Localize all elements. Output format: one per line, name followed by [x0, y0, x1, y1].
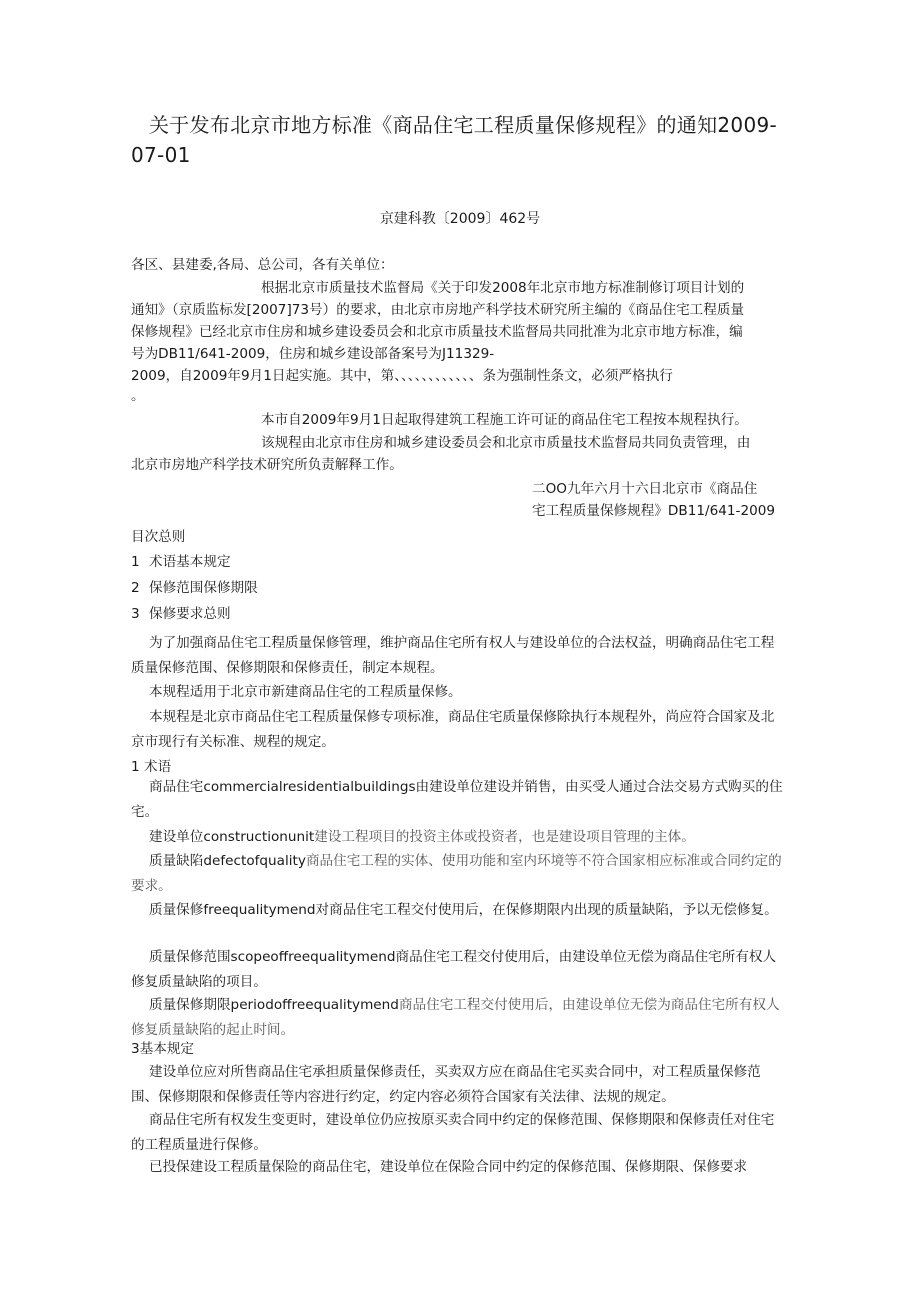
- section-heading: 3基本规定: [131, 1041, 195, 1057]
- term-text: 对商品住宅工程交付使用后，在保修期限内出现的质量缺陷，予以无偿修复。: [315, 902, 778, 918]
- term-definition: [131, 898, 786, 923]
- term-definition: [131, 775, 786, 824]
- term-text: 由建设单位建设并销售，由买受人通过合法交易方式购买的住宅。: [131, 779, 783, 820]
- toc-item-number: 3: [131, 606, 140, 622]
- term-name: 商品住宅commercialresidentialbuildings: [149, 779, 416, 795]
- general-paragraph: 本规程是北京市商品住宅工程质量保修专项标准，商品住宅质量保修除执行本规程外，尚应符合国家及北京市现行有关标准、规程的规定。: [131, 709, 775, 750]
- toc-item: [131, 603, 231, 625]
- term-name: 建设单位constructionunit: [149, 829, 315, 845]
- signature-line: 二OO九年六月十六日北京市《商品住: [532, 481, 758, 497]
- toc-item-number: 1: [131, 554, 140, 570]
- body-line: 保修规程》已经北京市住房和城乡建设委员会和北京市质量技术监督局共同批准为北京市地方标准，编: [131, 324, 743, 340]
- rule-paragraph: 商品住宅所有权发生变更时，建设单位仍应按原买卖合同中约定的保修范围、保修期限和保修责任对住宅的工程质量进行保修。: [131, 1112, 775, 1153]
- paragraph-management-cont: 北京市房地产科学技术研究所负责解释工作。: [131, 457, 403, 473]
- term-name: 质量保修期限periodoffreequalitymend: [149, 997, 399, 1013]
- toc-item-label: 术语基本规定: [149, 554, 231, 570]
- term-name: 质量保修范围scopeoffreequalitymend: [149, 949, 396, 965]
- toc-item: [131, 577, 258, 599]
- term-definition: [131, 849, 786, 898]
- toc-item-number: 2: [131, 580, 140, 596]
- body-line: 。: [131, 388, 145, 404]
- signature-line: 宅工程质量保修规程》DB11/641-2009: [532, 503, 776, 519]
- page-title: 关于发布北京市地方标准《商品住宅工程质量保修规程》的通知2009-07-01: [131, 113, 778, 167]
- toc-heading: 目次总则: [131, 529, 186, 545]
- paragraph-management: 该规程由北京市住房和城乡建设委员会和北京市质量技术监督局共同负责管理，由: [261, 435, 751, 451]
- term-text: 建设工程项目的投资主体或投资者，也是建设项目管理的主体。: [314, 829, 695, 845]
- body-line: 2009，自2009年9月1日起实施。其中，第、、、、、、、、、、、、条为强制性条文，必须严格执行: [131, 368, 673, 384]
- general-paragraph: 本规程适用于北京市新建商品住宅的工程质量保修。: [149, 684, 462, 700]
- term-definition: [131, 993, 786, 1042]
- toc-item-label: 保修范围保修期限: [149, 580, 258, 596]
- rule-paragraph: 已投保建设工程质量保险的商品住宅，建设单位在保险合同中约定的保修范围、保修期限、保修要求: [149, 1159, 748, 1175]
- term-text: 商品住宅工程交付使用后，由建设单位无偿为商品住宅所有权人修复质量缺陷的起止时间。: [131, 997, 780, 1038]
- term-text: 商品住宅工程交付使用后，由建设单位无偿为商品住宅所有权人修复质量缺陷的项目。: [131, 949, 777, 990]
- term-definition: [131, 825, 786, 850]
- term-definition: [131, 945, 786, 994]
- term-name: 质量缺陷defectofquality: [149, 853, 306, 869]
- document-number: 京建科教〔2009〕462号: [379, 211, 541, 227]
- rule-paragraph: 建设单位应对所售商品住宅承担质量保修责任，买卖双方应在商品住宅买卖合同中，对工程质量保修范围、保修期限和保修责任等内容进行约定，约定内容必须符合国家有关法律、法规的规定。: [131, 1064, 761, 1105]
- body-line: 通知》（京质监标发[2007]73号）的要求，由北京市房地产科学技术研究所主编的《商品住宅工程质量: [131, 302, 745, 318]
- toc-item-label: 保修要求总则: [149, 606, 231, 622]
- term-name: 质量保修freequalitymend: [149, 902, 316, 918]
- section-heading: 1 术语: [131, 759, 172, 775]
- body-line: 号为DB11/641-2009，住房和城乡建设部备案号为J11329-: [131, 346, 495, 362]
- term-text: 商品住宅工程的实体、使用功能和室内环境等不符合国家相应标准或合同约定的要求。: [131, 853, 782, 894]
- toc-item: [131, 551, 231, 573]
- general-paragraph: 为了加强商品住宅工程质量保修管理，维护商品住宅所有权人与建设单位的合法权益，明确商品住宅工程质量保修范围、保修期限和保修责任，制定本规程。: [131, 635, 775, 676]
- body-line: 根据北京市质量技术监督局《关于印发2008年北京市地方标准制修订项目计划的: [261, 280, 745, 296]
- salutation: 各区、县建委,各局、总公司，各有关单位：: [131, 257, 394, 273]
- paragraph-effective-date: 本市自2009年9月1日起取得建筑工程施工许可证的商品住宅工程按本规程执行。: [261, 412, 748, 428]
